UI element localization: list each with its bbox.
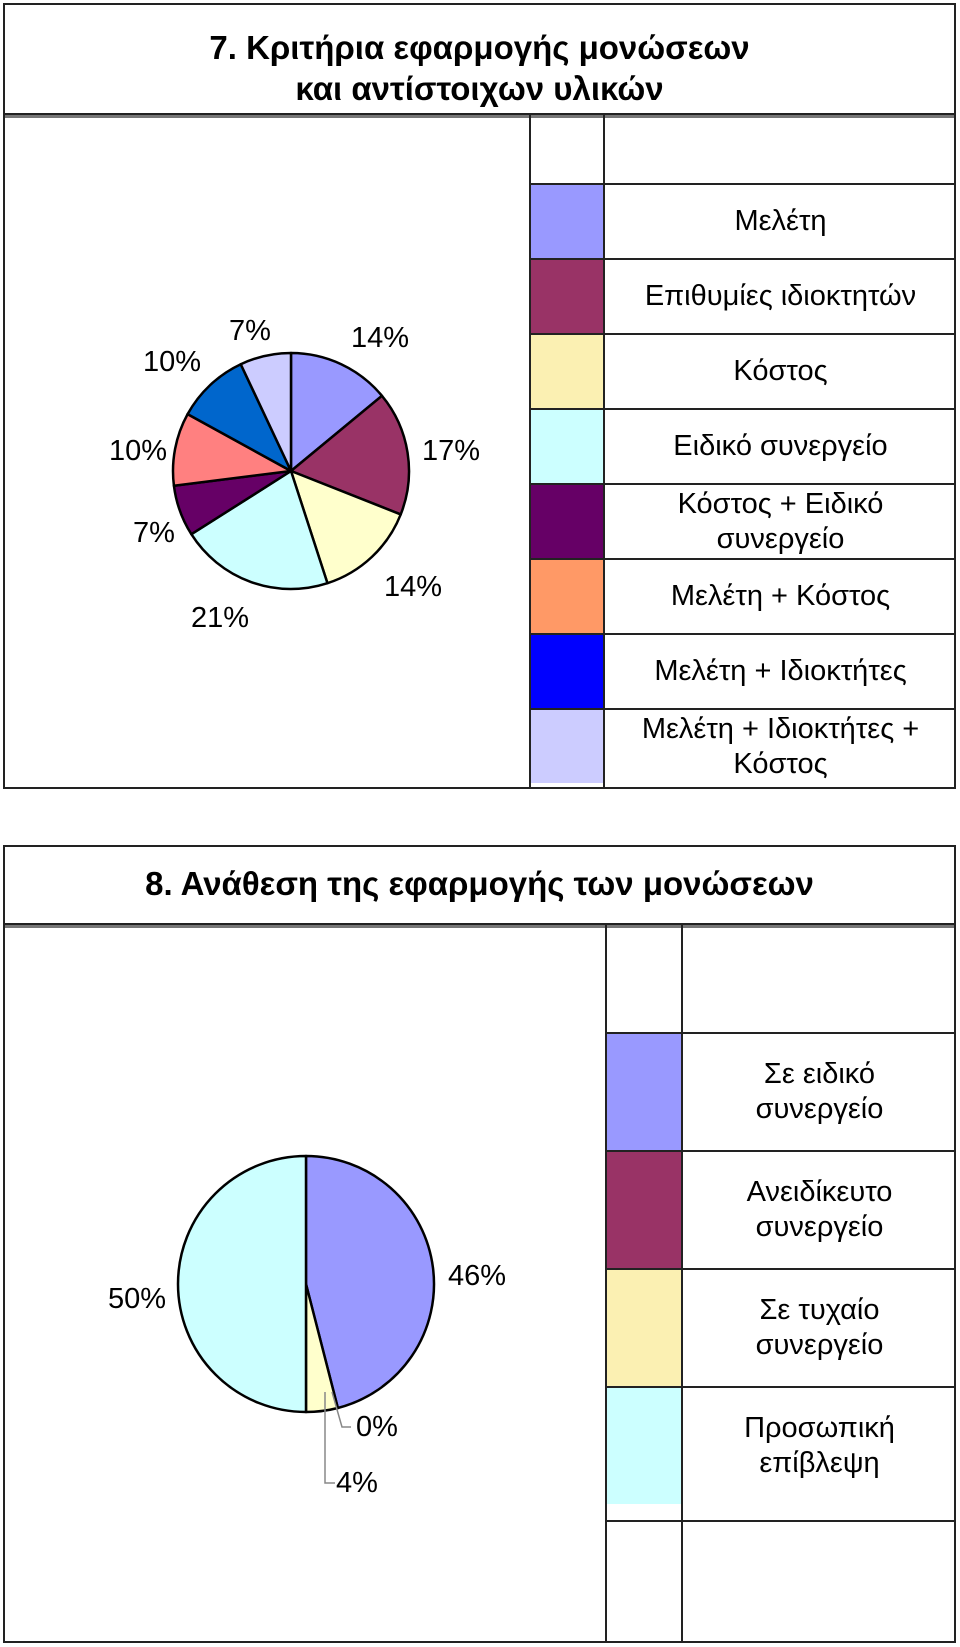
pie-data-label: 17% xyxy=(421,435,481,467)
legend-8 xyxy=(605,925,956,1643)
legend-label: Κόστος xyxy=(733,355,828,387)
chart-panel-7 xyxy=(3,3,956,789)
legend-label: Επιθυμίες ιδιοκτητών xyxy=(644,280,917,312)
pie-data-label: 10% xyxy=(142,346,202,378)
legend-swatch xyxy=(531,185,603,258)
legend-item xyxy=(607,1150,956,1268)
pie-data-label: 0% xyxy=(356,1411,398,1443)
pie-slice-4 xyxy=(178,1156,306,1412)
legend-label: Ειδικό συνεργείο xyxy=(673,430,888,462)
legend-label: Προσωπική επίβλεψη xyxy=(744,1412,895,1479)
legend-swatch xyxy=(531,335,603,408)
pie-data-label: 7% xyxy=(229,315,271,347)
legend-item xyxy=(531,558,956,633)
legend-item xyxy=(531,183,956,258)
pie-chart-8 xyxy=(5,847,605,1645)
legend-bottom-line xyxy=(607,1520,956,1522)
pie-data-label: 50% xyxy=(107,1283,167,1315)
legend-swatch xyxy=(531,710,603,783)
legend-label: Σε τυχαίο συνεργείο xyxy=(755,1294,884,1361)
pie-data-label: 14% xyxy=(383,571,443,603)
legend-label: Κόστος + Ειδικό συνεργείο xyxy=(677,487,884,555)
legend-item xyxy=(607,1032,956,1150)
legend-swatch xyxy=(607,1388,681,1504)
pie-data-label: 46% xyxy=(447,1260,507,1292)
legend-item xyxy=(531,333,956,408)
legend-label: Μελέτη + Κόστος xyxy=(670,580,891,612)
legend-swatch xyxy=(607,1270,681,1386)
pie-chart-7 xyxy=(5,5,529,791)
chart-title-7: 7. Κριτήρια εφαρμογής μονώσεων και αντίστοιχων υλικών xyxy=(5,5,954,115)
legend-item xyxy=(531,258,956,333)
pie-data-label: 21% xyxy=(190,602,250,634)
legend-label: Ανειδίκευτο συνεργείο xyxy=(746,1176,893,1243)
chart-panel-8 xyxy=(3,845,956,1643)
legend-item xyxy=(607,1386,956,1504)
legend-swatch xyxy=(607,1152,681,1268)
legend-item xyxy=(607,1268,956,1386)
legend-7 xyxy=(529,115,956,789)
legend-swatch xyxy=(531,635,603,708)
pie-data-label: 4% xyxy=(336,1467,378,1499)
legend-swatch xyxy=(531,485,603,558)
pie-data-label: 7% xyxy=(133,517,175,549)
legend-item xyxy=(531,633,956,708)
chart-title-8: 8. Ανάθεση της εφαρμογής των μονώσεων xyxy=(5,847,954,925)
legend-label: Μελέτη xyxy=(734,205,827,237)
legend-label: Σε ειδικό συνεργείο xyxy=(755,1058,884,1125)
legend-item xyxy=(531,483,956,558)
pie-data-label: 14% xyxy=(350,322,410,354)
legend-swatch xyxy=(531,410,603,483)
legend-swatch xyxy=(531,260,603,333)
legend-item xyxy=(531,408,956,483)
legend-swatch xyxy=(607,1034,681,1150)
legend-swatch xyxy=(531,560,603,633)
legend-label: Μελέτη + Ιδιοκτήτες + Κόστος xyxy=(641,712,920,780)
legend-item xyxy=(531,708,956,783)
legend-label: Μελέτη + Ιδιοκτήτες xyxy=(654,655,907,687)
pie-data-label: 10% xyxy=(108,435,168,467)
